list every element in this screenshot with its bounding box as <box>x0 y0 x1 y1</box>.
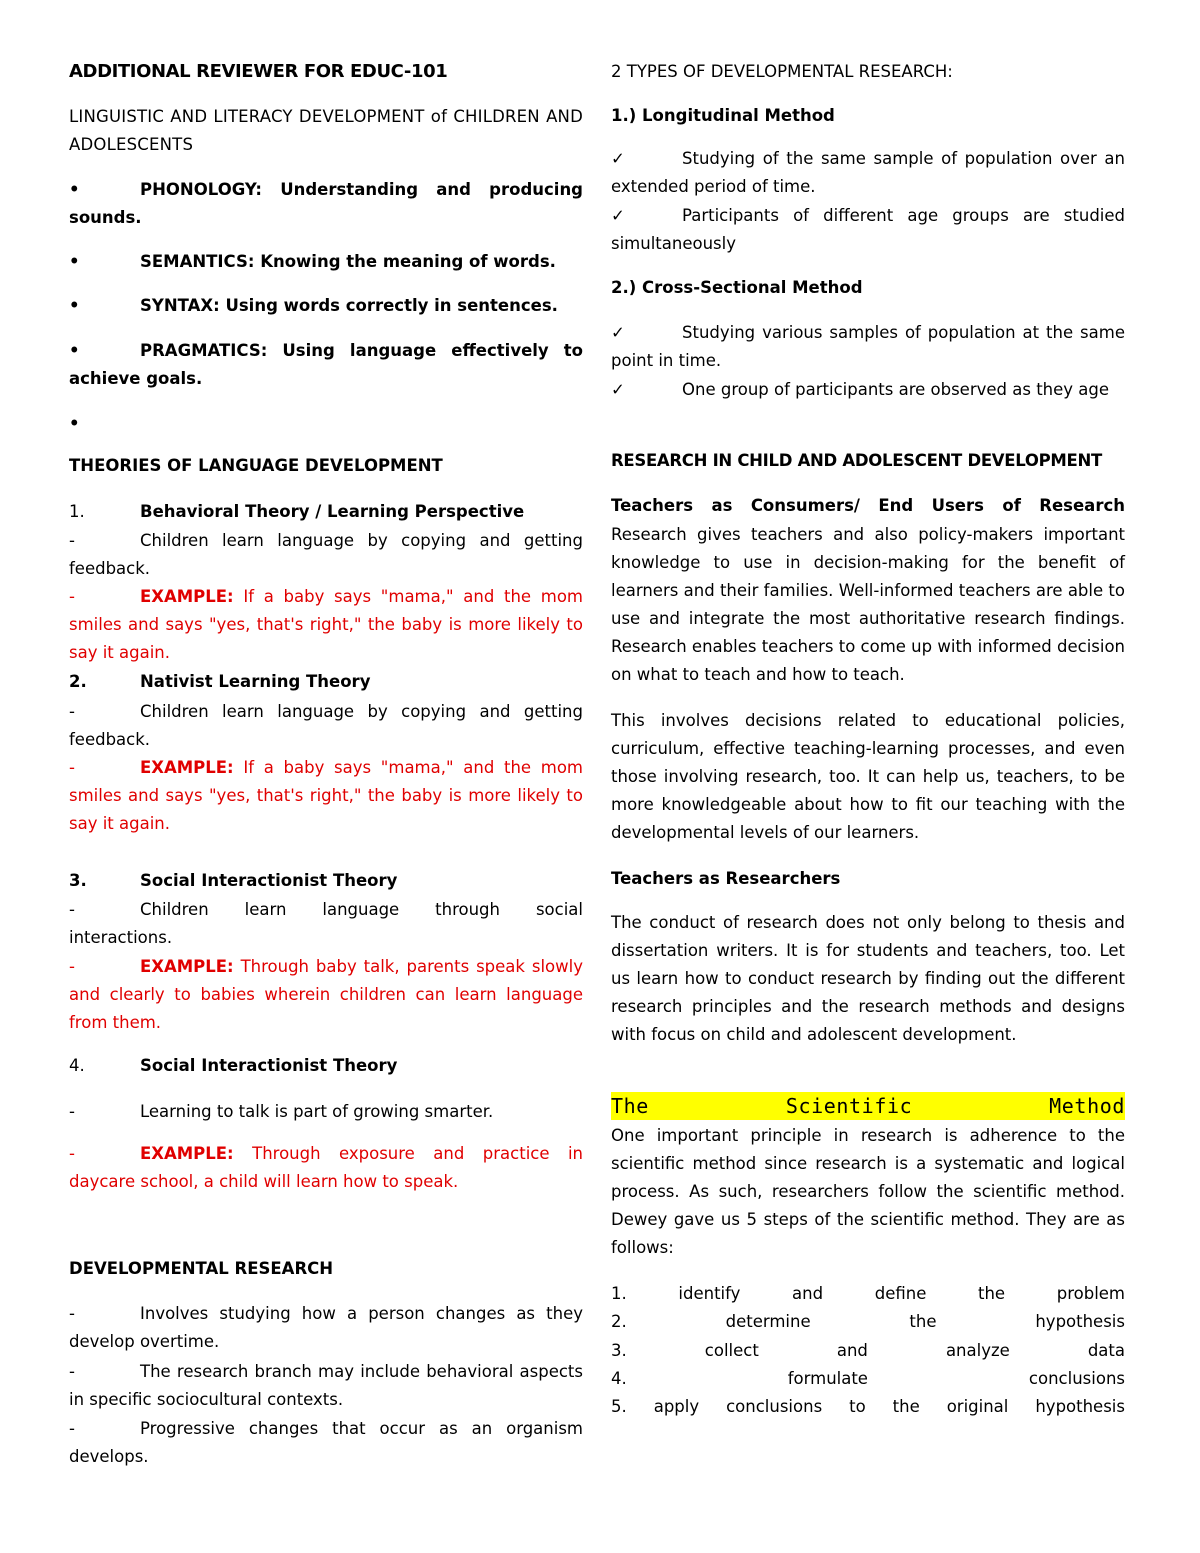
check-icon: ✓ <box>611 323 625 342</box>
researchers-paragraph: The conduct of research does not only belong to thesis and dissertation writers. It is for students and teachers, too. Let us learn how to conduct research by finding out the different research principles and the research methods and designs with focus on child and adolescent development. <box>611 913 1125 1044</box>
research-heading: RESEARCH IN CHILD AND ADOLESCENT DEVELOPMENT <box>611 451 1102 470</box>
step-4: 4. formulate conclusions <box>611 1369 1125 1388</box>
theory-3-title: 3. Social Interactionist Theory <box>69 871 398 890</box>
theory-4-title: 4. Social Interactionist Theory <box>69 1056 398 1075</box>
step-2: 2. determine the hypothesis <box>611 1312 1125 1331</box>
step-5: 5. apply conclusions to the original hypothesis <box>611 1397 1125 1416</box>
method-2-item-1: ✓ Studying various samples of population at the same point in time. <box>611 319 1125 375</box>
bullet-pragmatics: • PRAGMATICS: Using language effectively to achieve goals. <box>69 341 583 388</box>
theory-1-desc: - Children learn language by copying and getting feedback. <box>69 531 583 578</box>
method-1-item-2: ✓ Participants of different age groups are studied simultaneously <box>611 202 1125 258</box>
consumers-heading: Teachers as Consumers/ End Users of Research <box>611 496 1125 515</box>
doc-title: ADDITIONAL REVIEWER FOR EDUC-101 <box>69 61 448 82</box>
check-icon: ✓ <box>611 206 625 225</box>
theory-4-example: - EXAMPLE: Through exposure and practice in daycare school, a child will learn how to speak. <box>69 1144 583 1191</box>
theory-2-title: 2. Nativist Learning Theory <box>69 672 371 691</box>
method-1-item-1: ✓ Studying of the same sample of population over an extended period of time. <box>611 145 1125 201</box>
check-icon: ✓ <box>611 380 625 399</box>
theory-3-desc-line2: interactions. <box>69 928 173 947</box>
theories-heading: THEORIES OF LANGUAGE DEVELOPMENT <box>69 456 443 475</box>
method-2-item-2: ✓ One group of participants are observed as they age <box>611 376 1125 404</box>
bullet-semantics: • SEMANTICS: Knowing the meaning of words. <box>69 252 556 271</box>
theory-3-example: - EXAMPLE: Through baby talk, parents speak slowly and clearly to babies wherein children can learn language from them. <box>69 957 583 1032</box>
theory-3-desc-line1: - Children learn language through social <box>69 900 583 919</box>
researchers-heading: Teachers as Researchers <box>611 869 841 888</box>
step-3: 3. collect and analyze data <box>611 1341 1125 1360</box>
theory-4-desc: - Learning to talk is part of growing smarter. <box>69 1102 494 1121</box>
method-1-title: 1.) Longitudinal Method <box>611 106 835 125</box>
dev-research-heading: DEVELOPMENTAL RESEARCH <box>69 1259 334 1278</box>
dev-item-3: - Progressive changes that occur as an organism develops. <box>69 1419 583 1466</box>
bullet-phonology: • PHONOLOGY: Understanding and producing sounds. <box>69 180 583 227</box>
dev-item-1: - Involves studying how a person changes as they develop overtime. <box>69 1304 583 1351</box>
consumers-paragraph-2: This involves decisions related to educational policies, curriculum, effective teaching-learning processes, and even those involving research, too. It can help us, teachers, to be more knowledgeable about how to fit our teaching with the developmental levels of our learners. <box>611 711 1125 842</box>
theory-1-title: 1. Behavioral Theory / Learning Perspective <box>69 502 525 521</box>
scientific-method-heading: The Scientific Method <box>611 1094 1125 1118</box>
topic-heading: LINGUISTIC AND LITERACY DEVELOPMENT of CHILDREN AND ADOLESCENTS <box>69 107 583 154</box>
types-heading: 2 TYPES OF DEVELOPMENTAL RESEARCH: <box>611 62 953 81</box>
step-1: 1. identify and define the problem <box>611 1284 1125 1303</box>
dev-item-2: - The research branch may include behavioral aspects in specific sociocultural contexts. <box>69 1362 583 1409</box>
theory-3-desc-text: Children learn language through social <box>140 900 583 919</box>
theory-2-example: - EXAMPLE: If a baby says "mama," and the mom smiles and says "yes, that's right," the baby is more likely to say it again. <box>69 758 583 833</box>
theory-2-desc: - Children learn language by copying and getting feedback. <box>69 702 583 749</box>
scientific-method-paragraph: One important principle in research is adherence to the scientific method since research is a systematic and logical process. As such, researchers follow the scientific method. Dewey gave us 5 steps of the scientific method. They are as follows: <box>611 1126 1125 1257</box>
check-icon: ✓ <box>611 149 625 168</box>
theory-1-example: - EXAMPLE: If a baby says "mama," and the mom smiles and says "yes, that's right," the baby is more likely to say it again. <box>69 587 583 662</box>
method-2-title: 2.) Cross-Sectional Method <box>611 278 863 297</box>
consumers-paragraph-1: Research gives teachers and also policy-makers important knowledge to use in decision-making for the benefit of learners and their families. Well-informed teachers are able to use and integrate the most authoritative research findings. Research enables teachers to come up with informed decision on what to teach and how to teach. <box>611 525 1126 684</box>
bullet-syntax: • SYNTAX: Using words correctly in sentences. <box>69 296 558 315</box>
bullet-empty: • <box>69 414 80 433</box>
